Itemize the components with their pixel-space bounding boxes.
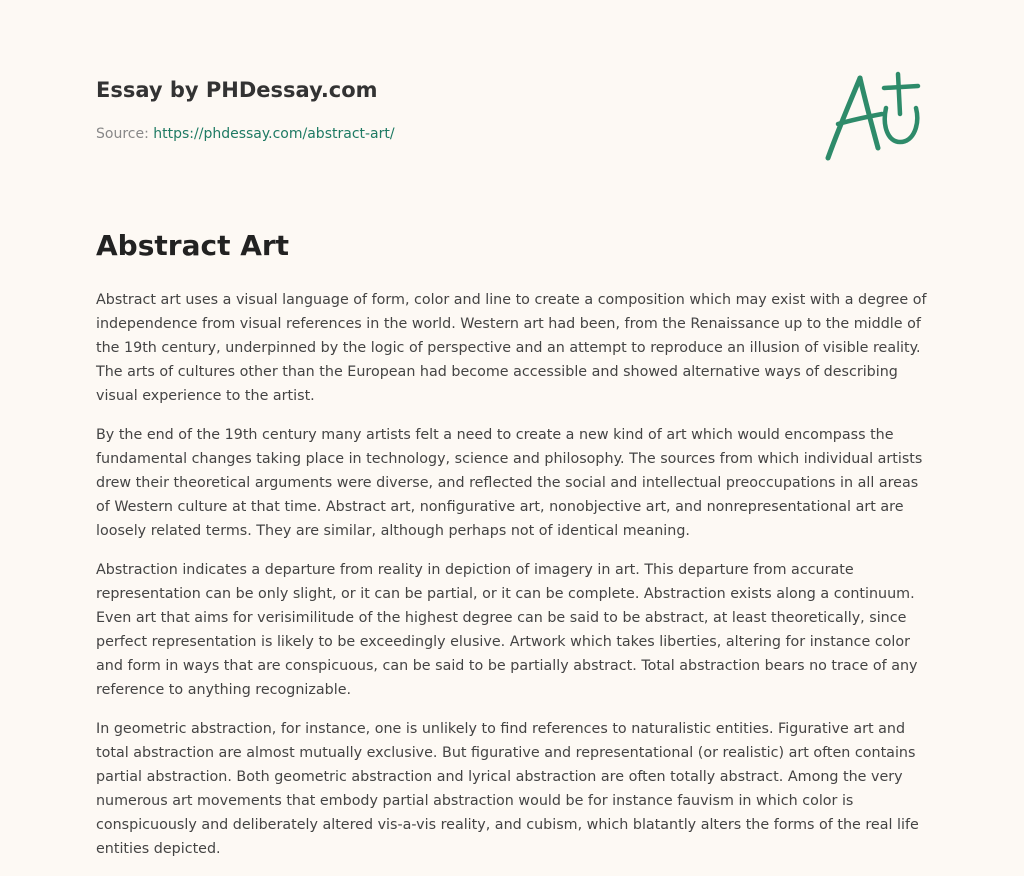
- essay-paragraph: Abstract art uses a visual language of form, color and line to create a composition which may exist with a degree of independence from visual references in the world. Western art had been, from the Renaissance up to the middle of the 19th century, underpinned by the logic of perspective and an attempt to reproduce an illusion of visible reality. The arts of cultures other than the European had become accessible and showed alternative ways of describing visual experience to the artist.: [96, 292, 927, 404]
- page-header: [96, 76, 796, 144]
- essay-paragraph: By the end of the 19th century many artists felt a need to create a new kind of art which would encompass the fundamental changes taking place in technology, science and philosophy. The sources from which individual artists drew their theoretical arguments were diverse, and reflected the social and intellectual preoccupations in all areas of Western culture at that time. Abstract art, nonfigurative art, nonobjective art, and nonrepresentational art are loosely related terms. They are similar, although perhaps not of identical meaning.: [96, 427, 923, 539]
- essay-article: [96, 226, 932, 876]
- essay-paragraph: Abstraction indicates a departure from reality in depiction of imagery in art. This departure from accurate representation can be only slight, or it can be partial, or it can be complete. Abstraction exists along a continuum. Even art that aims for verisimilitude of the highest degree can be said to be abstract, at least theoretically, since perfect representation is likely to be exceedingly elusive. Artwork which takes liberties, altering for instance color and form in ways that are conspicuous, can be said to be partially abstract. Total abstraction bears no trace of any reference to anything recognizable.: [96, 562, 918, 698]
- essay-paragraph: In geometric abstraction, for instance, one is unlikely to find references to naturalistic entities. Figurative art and total abstraction are almost mutually exclusive. But figurative and representational (or realistic) art often contains partial abstraction. Both geometric abstraction and lyrical abstraction are often totally abstract. Among the very numerous art movements that embody partial abstraction would be for instance fauvism in which color is conspicuously and deliberately altered vis-a-vis reality, and cubism, which blatantly alters the forms of the real life entities depicted.: [96, 721, 919, 857]
- site-title: Essay by PHDessay.com: [96, 78, 378, 102]
- source-link[interactable]: https://phdessay.com/abstract-art/: [153, 126, 395, 142]
- a-plus-icon: [820, 68, 928, 164]
- essay-title: Abstract Art: [96, 229, 290, 262]
- source-line: [96, 124, 796, 144]
- source-label: Source:: [96, 126, 149, 142]
